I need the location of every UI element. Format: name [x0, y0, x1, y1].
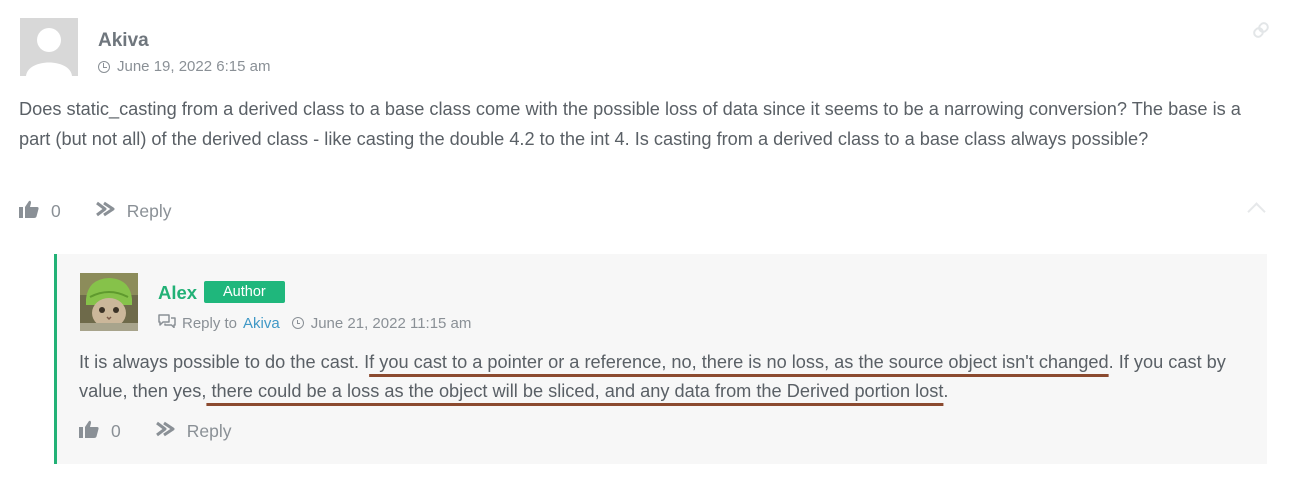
reply-arrow-icon[interactable] — [155, 421, 177, 442]
reply-body — [79, 348, 1254, 406]
avatar — [20, 18, 78, 76]
reply-date[interactable]: June 21, 2022 11:15 am — [310, 314, 472, 332]
comment-author[interactable]: Akiva — [98, 30, 149, 51]
reply-body-text: . — [943, 381, 949, 401]
clock-icon — [98, 61, 110, 73]
reply-author[interactable]: Alex — [158, 282, 198, 303]
comment-date[interactable]: June 19, 2022 6:15 am — [117, 58, 271, 75]
avatar — [80, 273, 138, 331]
chevron-up-icon[interactable] — [1247, 202, 1265, 220]
author-badge: Author — [204, 281, 285, 303]
speech-bubbles-icon — [158, 314, 176, 332]
reply-meta — [158, 314, 471, 332]
reply-to-label: Reply to — [182, 314, 238, 332]
reply-button[interactable]: Reply — [186, 421, 232, 441]
reply-body-text: It is always possible to do the cast. I — [79, 352, 370, 372]
thumbs-up-icon[interactable] — [19, 200, 39, 223]
link-icon[interactable] — [1249, 18, 1273, 42]
underlined-text: f you cast to a pointer or a reference, no, there is no loss, as the source object isn't changed — [369, 352, 1109, 372]
thumbs-up-icon[interactable] — [79, 420, 99, 443]
reply-button[interactable]: Reply — [126, 201, 172, 221]
clock-icon — [292, 317, 304, 329]
underlined-text: there could be a loss as the object will be sliced, and any data from the Derived portion lost — [206, 381, 944, 401]
comment-body: Does static_casting from a derived class to a base class come with the possible loss of data since it seems to be a narrowing conversion? The base is a part (but not all) of the derived class - like casting the double 4.2 to the int 4. Is casting from a derived class to a base class always possible? — [19, 99, 1241, 149]
reply-to-link[interactable]: Akiva — [243, 314, 280, 332]
reply-arrow-icon[interactable] — [95, 201, 117, 222]
reply-actions — [79, 420, 231, 443]
like-count: 0 — [51, 201, 61, 221]
reply-body-text: . If you cast by value, then yes, — [79, 352, 1226, 401]
like-count: 0 — [111, 421, 121, 441]
comment-meta — [98, 58, 270, 75]
comment-actions — [19, 200, 171, 223]
